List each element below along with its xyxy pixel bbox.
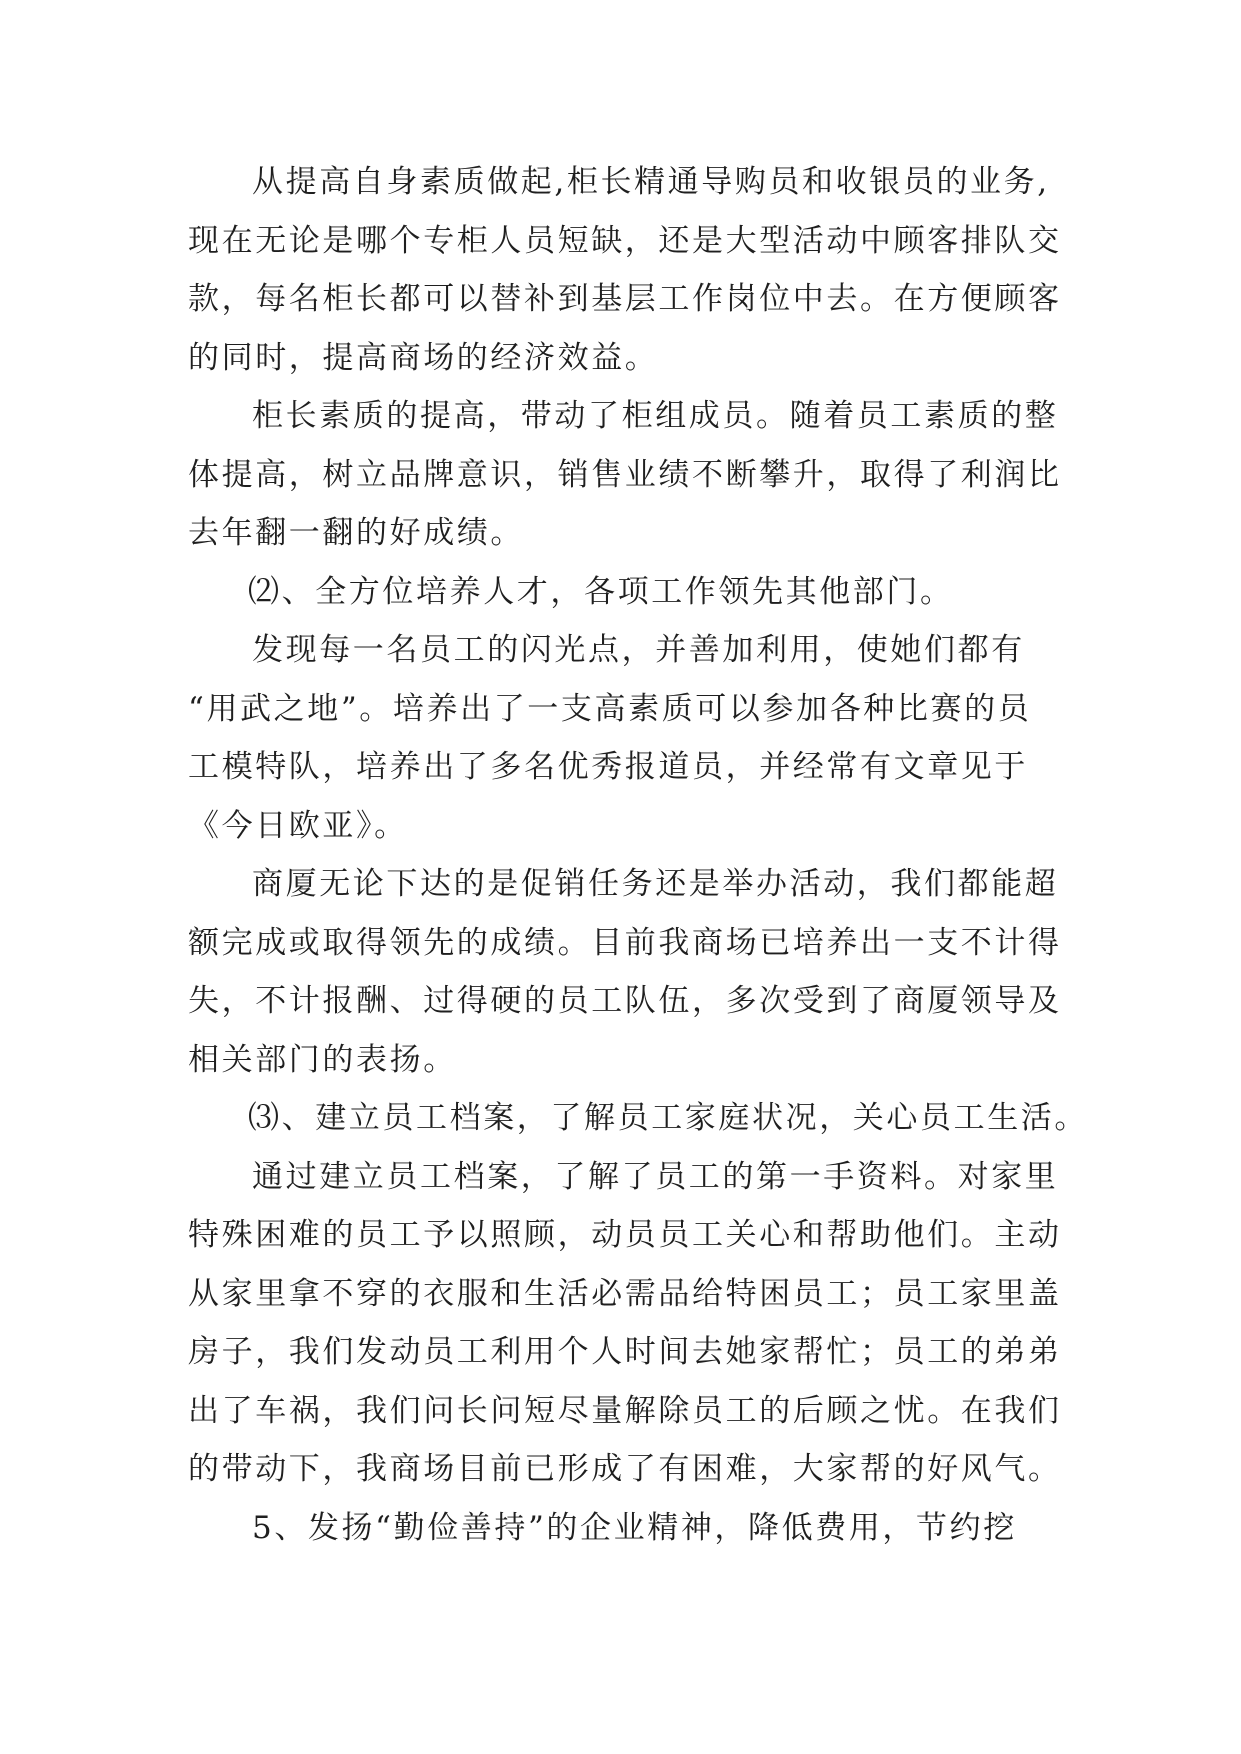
paragraph-line: 《今日欧亚》。 (188, 807, 408, 844)
section-heading: 5、发扬“勤俭善持”的企业精神，降低费用，节约挖 (252, 1509, 1017, 1546)
paragraph-line: 体提高，树立品牌意识，销售业绩不断攀升，取得了利润比 (188, 456, 1062, 493)
section-heading: ⑶、建立员工档案，了解员工家庭状况，关心员工生活。 (248, 1100, 1088, 1136)
paragraph-line: “用武之地”。培养出了一支高素质可以参加各种比赛的员 (188, 690, 1032, 727)
paragraph-line: 的带动下，我商场目前已形成了有困难，大家帮的好风气。 (188, 1451, 1062, 1487)
paragraph-line: 发现每一名员工的闪光点，并善加利用，使她们都有 (252, 632, 1025, 668)
paragraph-line: 工模特队，培养出了多名优秀报道员，并经常有文章见于 (188, 749, 1028, 785)
paragraph-line: 相关部门的表扬。 (188, 1041, 457, 1078)
paragraph-line: 款，每名柜长都可以替补到基层工作岗位中去。在方便顾客 (188, 281, 1062, 317)
paragraph-line: 从家里拿不穿的衣服和生活必需品给特困员工；员工家里盖 (188, 1275, 1062, 1312)
paragraph-line: 出了车祸，我们问长问短尽量解除员工的后顾之忧。在我们 (188, 1392, 1062, 1429)
paragraph-line: 房子，我们发动员工利用个人时间去她家帮忙；员工的弟弟 (188, 1334, 1062, 1370)
paragraph-line: 的同时，提高商场的经济效益。 (188, 339, 659, 376)
section-heading: ⑵、全方位培养人才，各项工作领先其他部门。 (248, 573, 954, 610)
paragraph-line: 商厦无论下达的是促销任务还是举办活动，我们都能超 (252, 866, 1059, 902)
paragraph-line: 额完成或取得领先的成绩。目前我商场已培养出一支不计得 (188, 924, 1062, 961)
paragraph-line: 现在无论是哪个专柜人员短缺，还是大型活动中顾客排队交 (188, 222, 1062, 259)
document-body (188, 162, 1088, 1566)
paragraph-line: 去年翻一翻的好成绩。 (188, 515, 524, 551)
paragraph-line: 失，不计报酬、过得硬的员工队伍，多次受到了商厦领导及 (188, 983, 1062, 1019)
paragraph-line: 通过建立员工档案，了解了员工的第一手资料。对家里 (252, 1158, 1059, 1195)
paragraph-line: 从提高自身素质做起,柜长精通导购员和收银员的业务, (252, 164, 1050, 200)
paragraph-line: 柜长素质的提高，带动了柜组成员。随着员工素质的整 (252, 398, 1059, 434)
paragraph-line: 特殊困难的员工予以照顾，动员员工关心和帮助他们。主动 (188, 1217, 1062, 1253)
